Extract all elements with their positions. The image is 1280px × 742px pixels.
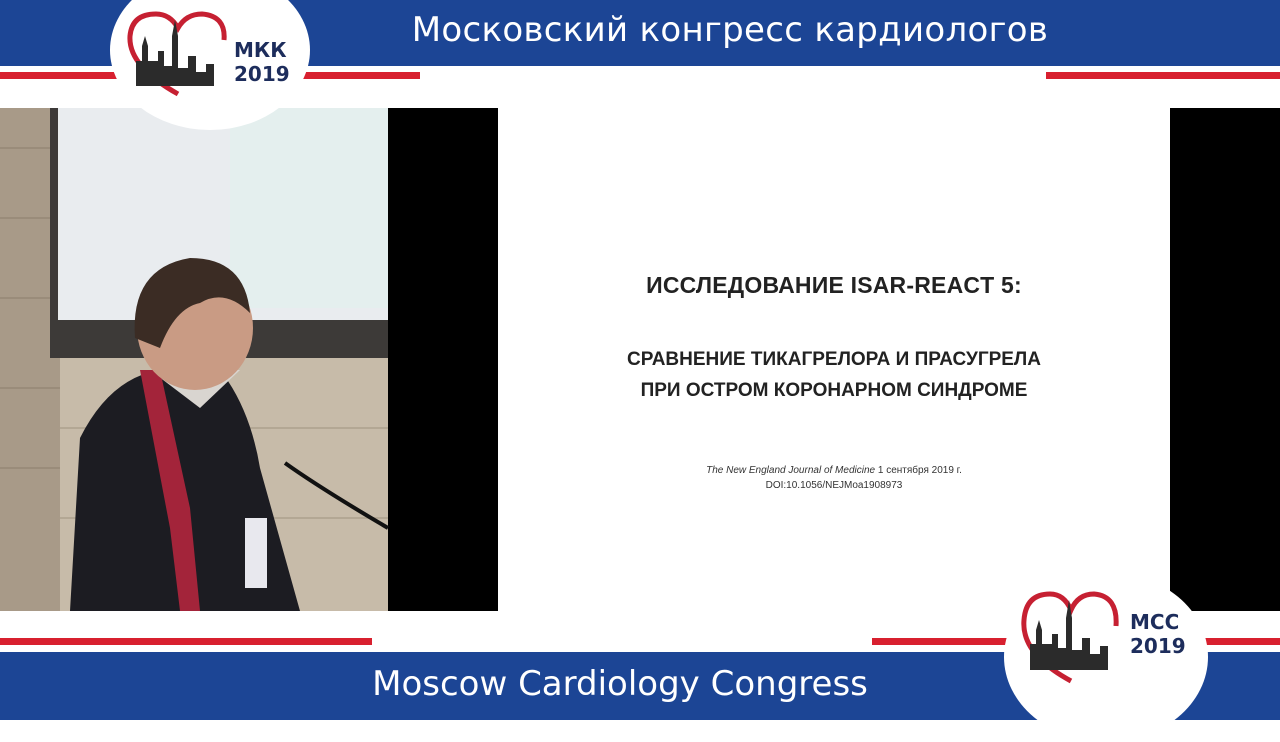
congress-logo-bottom <box>1004 572 1208 742</box>
logo-top-line-2: 2019 <box>234 62 290 86</box>
logo-top-line-1: МКК <box>234 38 287 62</box>
footer-red-stripe-left <box>0 638 372 645</box>
header-red-stripe-right <box>1046 72 1280 79</box>
speaker-video-frame <box>0 108 498 611</box>
slide-reference <box>498 465 1170 476</box>
slide-subtitle-line-2: ПРИ ОСТРОМ КОРОНАРНОМ СИНДРОМЕ <box>640 380 1028 401</box>
slide-subtitle <box>498 344 1170 406</box>
heart-skyline-icon <box>118 6 238 101</box>
slide-title: ИССЛЕДОВАНИЕ ISAR-REACT 5: <box>646 272 1022 298</box>
slide-subtitle-line-1: СРАВНЕНИЕ ТИКАГРЕЛОРА И ПРАСУГРЕЛА <box>626 349 1041 370</box>
header-title: Московский конгресс кардиологов <box>411 10 1049 50</box>
presentation-slide <box>498 108 1170 611</box>
logo-bottom-line-2: 2019 <box>1130 634 1186 658</box>
logo-bottom-line-1: MCC <box>1130 610 1180 634</box>
slide-letterbox-right <box>1170 108 1280 611</box>
reference-date: 1 сентября 2019 г. <box>877 465 962 476</box>
reference-journal: The New England Journal of Medicine <box>706 465 876 476</box>
footer-title: Moscow Cardiology Congress <box>372 664 868 704</box>
reference-doi: DOI:10.1056/NEJMoa1908973 <box>765 480 903 491</box>
heart-skyline-icon <box>1016 586 1126 686</box>
speaker-video <box>0 108 498 611</box>
